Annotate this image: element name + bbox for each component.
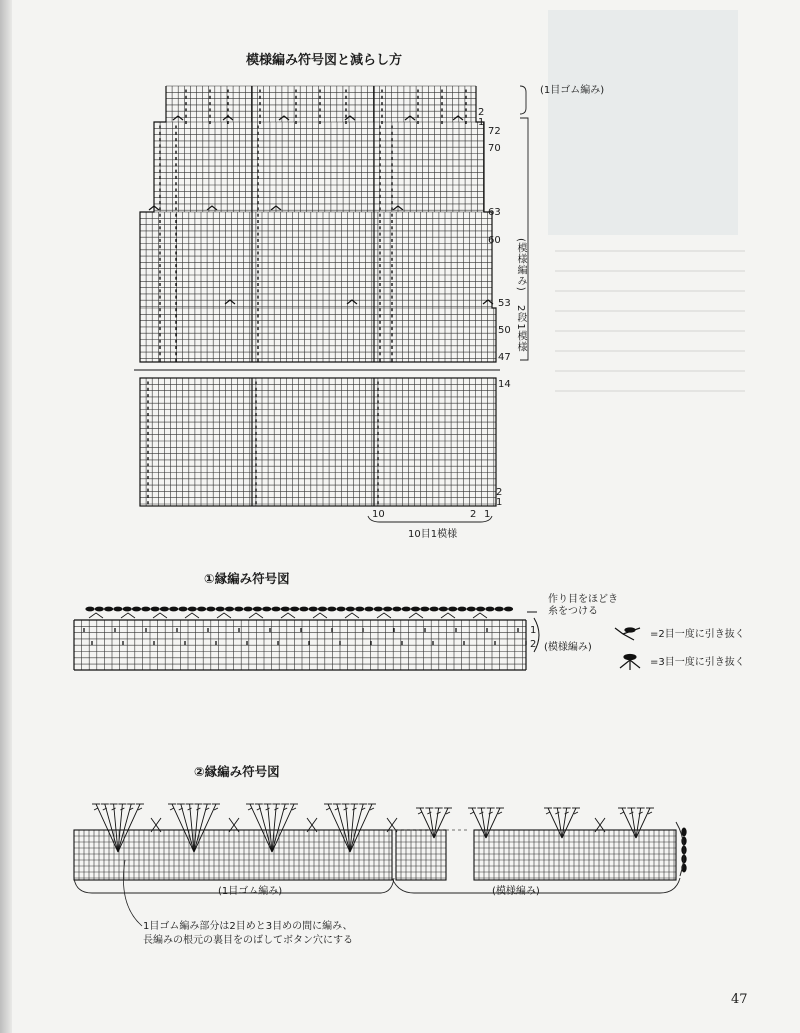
row-number: 72 xyxy=(488,126,501,137)
legend-3tog-text: =3目一度に引き抜く xyxy=(650,657,745,668)
edging2-note-line1: 1目ゴム編み部分は2目めと3目めの間に編み、 xyxy=(143,921,353,932)
stitch-number: 10 xyxy=(372,509,385,520)
row-number: 47 xyxy=(498,352,511,363)
pattern-label-vertical: (模様編み) xyxy=(515,238,526,292)
edging2-ribbing-label: (1目ゴム編み) xyxy=(218,886,283,897)
edging1-title: ①縁編み符号図 xyxy=(204,571,290,586)
legend-2tog-text: =2目一度に引き抜く xyxy=(650,629,745,640)
stitch-number: 2 xyxy=(470,509,477,520)
edging2-pattern-label: (模様編み) xyxy=(492,886,540,897)
ribbing-label: (1目ゴム編み) xyxy=(540,85,605,96)
pattern-repeat-label: 2段1模様 xyxy=(515,305,526,353)
edging1-row-number: 1 xyxy=(530,625,537,636)
row-number: 53 xyxy=(498,298,511,309)
edging1-note-line2: 糸をつける xyxy=(548,606,598,617)
edging1-pattern-label: (模様編み) xyxy=(544,642,592,653)
row-number: 14 xyxy=(498,379,511,390)
row-number: 63 xyxy=(488,207,501,218)
edging1-row-number: 2 xyxy=(530,639,537,650)
edging2-note-line2: 長編みの根元の裏目をのばしてボタン穴にする xyxy=(143,935,353,946)
repeat-label: 10目1模様 xyxy=(408,529,458,540)
row-number: 70 xyxy=(488,143,501,154)
edging2-title: ②縁編み符号図 xyxy=(194,764,280,779)
stitch-number: 1 xyxy=(484,509,491,520)
row-number: 2 xyxy=(496,487,503,498)
row-number: 50 xyxy=(498,325,511,336)
row-number: 2 xyxy=(478,107,485,118)
row-number: 1 xyxy=(496,497,503,508)
edging1-note-line1: 作り目をほどき xyxy=(548,594,618,605)
row-number: 1 xyxy=(478,117,485,128)
row-number: 60 xyxy=(488,235,501,246)
page-number: 47 xyxy=(731,992,748,1007)
main-chart-title: 模様編み符号図と減らし方 xyxy=(246,53,403,68)
